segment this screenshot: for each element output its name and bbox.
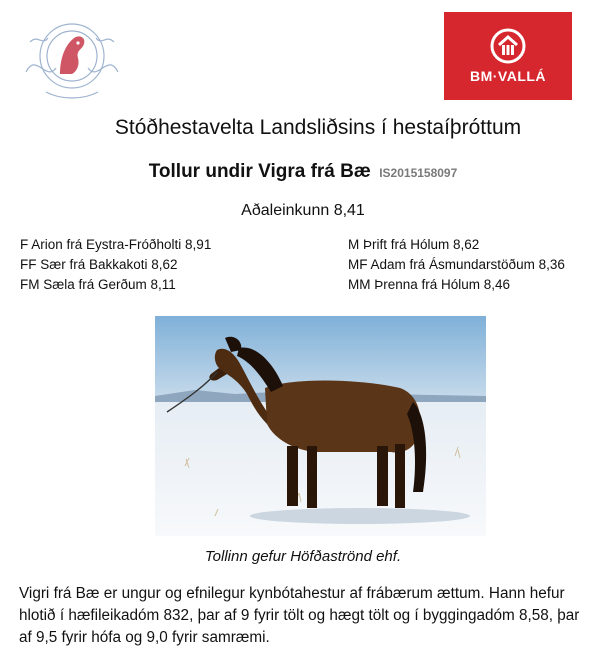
pedigree-line: MF Adam frá Ásmundarstöðum 8,36 [348, 257, 565, 272]
horse-title [0, 161, 606, 183]
house-emblem-icon [490, 28, 526, 64]
pedigree-line: MM Þrenna frá Hólum 8,46 [348, 277, 511, 292]
horse-name: Tollur undir Vigra frá Bæ [148, 161, 371, 182]
pedigree-mother-side [348, 235, 565, 295]
pedigree-father-side [20, 235, 211, 295]
horse-description: Vigri frá Bæ er ungur og efnilegur kynbótahestur af frábærum ættum. Hann hefur hlotið í hæfileikadóm 832, þar af 9 fyrir tölt og hægt tölt og í byggingadóm 8,58, þar af 9,5 fyrir hófa og 9,0 fyrir samræmi. [19, 585, 580, 646]
pedigree-line: FM Sæla frá Gerðum 8,11 [20, 277, 176, 292]
pedigree-line: F Arion frá Eystra-Fróðholti 8,91 [20, 237, 212, 252]
bm-valla-logo [444, 12, 572, 100]
pedigree-line: FF Sær frá Bakkakoti 8,62 [20, 257, 178, 272]
overall-score: Aðaleinkunn 8,41 [241, 202, 365, 219]
photo-caption: Tollinn gefur Höfðaströnd ehf. [204, 548, 402, 565]
association-seal-logo [16, 12, 128, 102]
horse-id: IS2015158097 [379, 166, 458, 180]
pedigree-line: M Þrift frá Hólum 8,62 [348, 237, 480, 252]
horse-photo [155, 316, 486, 536]
page-title: Stóðhestavelta Landsliðsins í hestaíþróttum [114, 116, 522, 139]
brand-text: BM·VALLÁ [469, 68, 547, 84]
